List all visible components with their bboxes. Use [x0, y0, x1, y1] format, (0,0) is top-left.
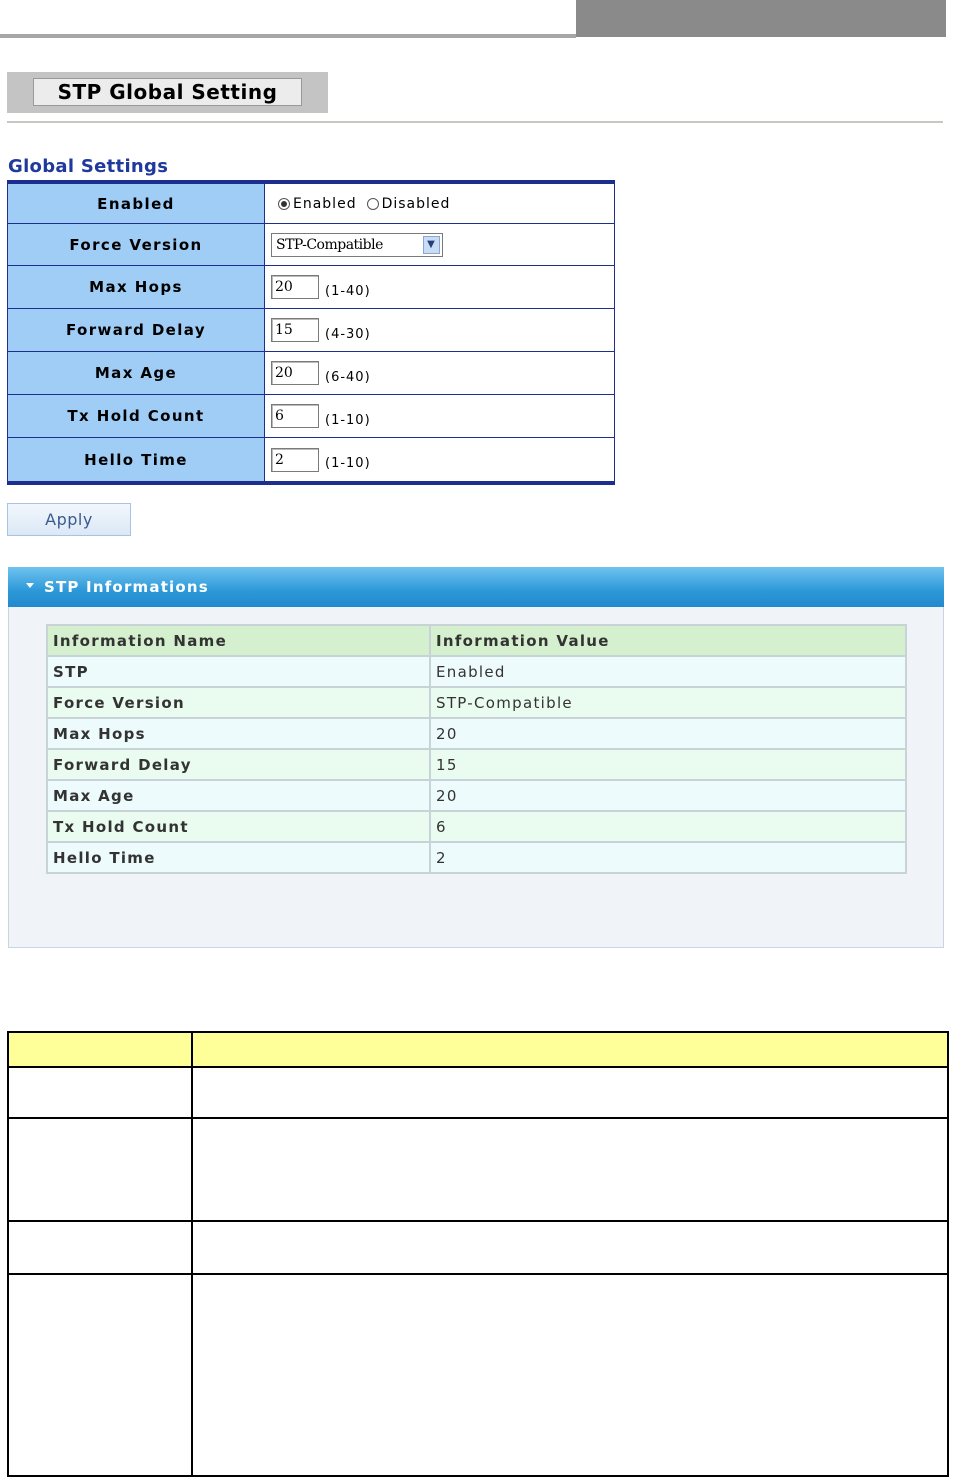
forward-delay-input[interactable] [271, 318, 319, 342]
info-name: Max Hops [47, 718, 430, 749]
max-hops-input[interactable] [271, 275, 319, 299]
row-enabled [7, 184, 615, 224]
description-header-cell [192, 1032, 948, 1067]
max-hops-label: Max Hops [7, 266, 265, 308]
table-header-row [47, 625, 906, 656]
description-header-cell [8, 1032, 192, 1067]
info-value: 20 [430, 718, 906, 749]
description-row [8, 1274, 948, 1476]
table-row [47, 687, 906, 718]
info-name: STP [47, 656, 430, 687]
description-row [8, 1067, 948, 1118]
row-force-version [7, 224, 615, 266]
radio-enabled-icon[interactable] [278, 198, 290, 210]
max-age-label: Max Age [7, 352, 265, 394]
table-row [47, 780, 906, 811]
row-forward-delay [7, 309, 615, 352]
info-name: Tx Hold Count [47, 811, 430, 842]
tx-hold-count-label: Tx Hold Count [7, 395, 265, 437]
apply-button[interactable]: Apply [7, 503, 131, 536]
force-version-select[interactable]: STP-Compatible ▼ [271, 233, 443, 257]
global-settings-table [7, 180, 615, 485]
description-cell [192, 1274, 948, 1476]
table-row [47, 749, 906, 780]
info-value: 2 [430, 842, 906, 873]
row-tx-hold-count [7, 395, 615, 438]
stp-info-table [46, 624, 907, 874]
title-divider [7, 121, 943, 123]
info-name: Forward Delay [47, 749, 430, 780]
table-row [47, 656, 906, 687]
col-header-name: Information Name [47, 625, 430, 656]
forward-delay-label: Forward Delay [7, 309, 265, 351]
max-hops-range: (1-40) [325, 283, 371, 299]
info-value: 15 [430, 749, 906, 780]
header-rule [0, 34, 576, 38]
description-cell [192, 1221, 948, 1274]
max-age-range: (6-40) [325, 369, 371, 385]
section-title: Global Settings [8, 156, 169, 177]
table-row [47, 718, 906, 749]
info-value: Enabled [430, 656, 906, 687]
hello-time-range: (1-10) [325, 456, 371, 471]
stp-info-header[interactable] [8, 567, 944, 607]
description-cell [8, 1067, 192, 1118]
tx-hold-count-input[interactable] [271, 404, 319, 428]
info-value: 20 [430, 780, 906, 811]
radio-disabled-icon[interactable] [367, 198, 379, 210]
description-cell [8, 1221, 192, 1274]
forward-delay-range: (4-30) [325, 326, 371, 342]
description-table [7, 1031, 949, 1477]
stp-info-title: STP Informations [44, 578, 209, 596]
description-cell [192, 1118, 948, 1221]
row-hello-time [7, 438, 615, 481]
max-age-input[interactable] [271, 361, 319, 385]
hello-time-label: Hello Time [7, 438, 265, 481]
table-row [47, 811, 906, 842]
page-title: STP Global Setting [33, 78, 302, 106]
description-cell [8, 1118, 192, 1221]
description-cell [192, 1067, 948, 1118]
info-value: 6 [430, 811, 906, 842]
row-max-age [7, 352, 615, 395]
info-name: Force Version [47, 687, 430, 718]
collapse-triangle-icon[interactable] [26, 583, 34, 588]
chevron-down-icon[interactable]: ▼ [423, 236, 440, 254]
description-row [8, 1221, 948, 1274]
radio-enabled[interactable]: Enabled [278, 196, 357, 212]
enabled-label: Enabled [7, 184, 265, 223]
description-cell [8, 1274, 192, 1476]
header-bar [576, 0, 946, 37]
info-value: STP-Compatible [430, 687, 906, 718]
hello-time-input[interactable] [271, 448, 319, 472]
row-max-hops [7, 266, 615, 309]
radio-disabled[interactable]: Disabled [367, 196, 451, 212]
table-row [47, 842, 906, 873]
force-version-label: Force Version [7, 224, 265, 265]
col-header-value: Information Value [430, 625, 906, 656]
info-name: Hello Time [47, 842, 430, 873]
tx-hold-count-range: (1-10) [325, 412, 371, 428]
info-name: Max Age [47, 780, 430, 811]
description-header-row [8, 1032, 948, 1067]
description-row [8, 1118, 948, 1221]
